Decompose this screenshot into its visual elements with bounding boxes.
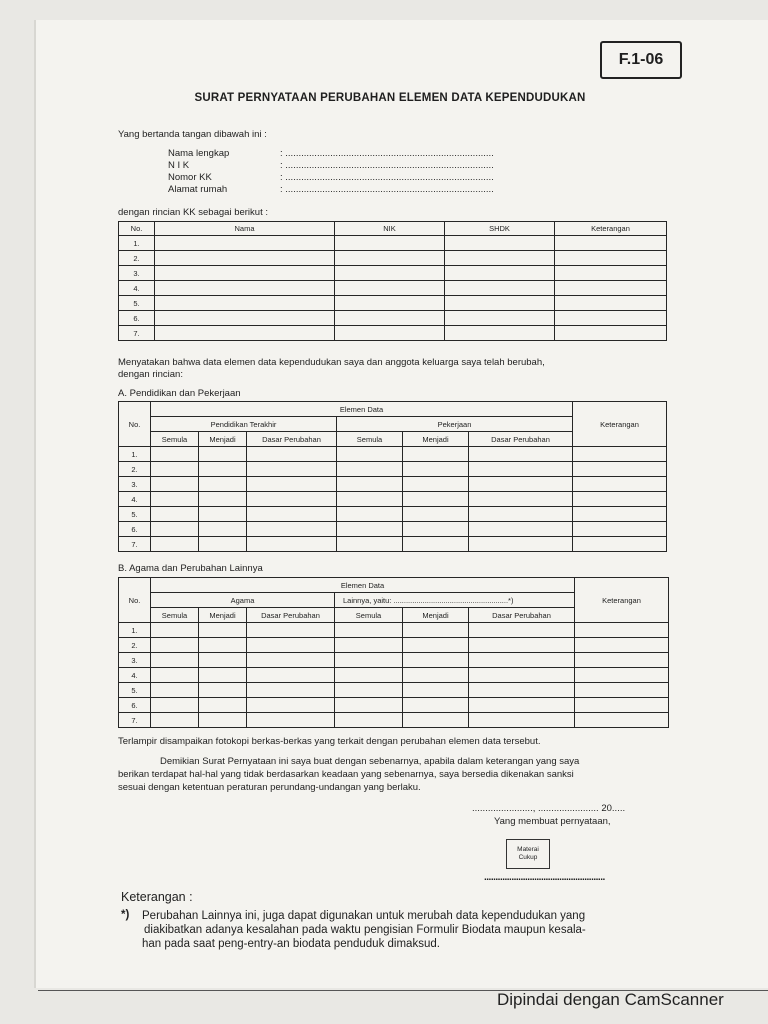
cell[interactable]: [199, 522, 247, 537]
cell[interactable]: [469, 447, 573, 462]
cell[interactable]: [335, 623, 403, 638]
cell[interactable]: [469, 477, 573, 492]
cell[interactable]: [445, 326, 555, 341]
cell[interactable]: [555, 281, 667, 296]
row-number: 2.: [119, 638, 151, 653]
cell[interactable]: [555, 311, 667, 326]
cell[interactable]: [151, 653, 199, 668]
cell[interactable]: [199, 638, 247, 653]
cell[interactable]: [555, 266, 667, 281]
cell[interactable]: [151, 537, 199, 552]
cell[interactable]: [199, 668, 247, 683]
cell[interactable]: [199, 653, 247, 668]
cell[interactable]: [247, 653, 335, 668]
cell[interactable]: [199, 447, 247, 462]
cell[interactable]: [403, 507, 469, 522]
col-semula: Semula: [337, 432, 403, 447]
cell[interactable]: [335, 266, 445, 281]
cell[interactable]: [335, 698, 403, 713]
keterangan-line-3: han pada saat peng-entry-an biodata penduduk dimaksud.: [142, 938, 440, 950]
cell[interactable]: [247, 537, 337, 552]
section-b-col-no: No.: [119, 578, 151, 623]
cell[interactable]: [155, 281, 335, 296]
cell[interactable]: [199, 462, 247, 477]
field-value-alamat: : ...............................................................................: [280, 184, 494, 195]
cell[interactable]: [155, 251, 335, 266]
cell[interactable]: [575, 713, 669, 728]
cell[interactable]: [403, 638, 469, 653]
cell[interactable]: [403, 477, 469, 492]
cell[interactable]: [337, 492, 403, 507]
cell[interactable]: [469, 653, 575, 668]
attachment-note: Terlampir disampaikan fotokopi berkas-berkas yang terkait dengan perubahan elemen data tersebut.: [118, 736, 541, 747]
cell[interactable]: [575, 683, 669, 698]
cell[interactable]: [337, 537, 403, 552]
cell[interactable]: [155, 311, 335, 326]
col-semula: Semula: [335, 608, 403, 623]
section-a-table: [118, 401, 667, 552]
section-b-sub-lainnya: Lainnya, yaitu: .......................................................*): [335, 593, 575, 608]
cell[interactable]: [247, 507, 337, 522]
kk-table: [118, 221, 667, 341]
cell[interactable]: [247, 698, 335, 713]
cell[interactable]: [151, 477, 199, 492]
table-row: [119, 296, 667, 311]
cell[interactable]: [403, 698, 469, 713]
cell[interactable]: [445, 251, 555, 266]
cell[interactable]: [151, 623, 199, 638]
table-row: [119, 266, 667, 281]
col-semula: Semula: [151, 432, 199, 447]
table-row: [119, 462, 667, 477]
scanner-watermark: Dipindai dengan CamScanner: [497, 990, 724, 1009]
field-label-alamat: Alamat rumah: [168, 184, 228, 195]
cell[interactable]: [555, 326, 667, 341]
cell[interactable]: [403, 713, 469, 728]
row-number: 7.: [119, 537, 151, 552]
cell[interactable]: [469, 623, 575, 638]
paper-edge: [34, 20, 36, 988]
kk-intro-text: dengan rincian KK sebagai berikut :: [118, 207, 268, 218]
declaration-line-2: berikan terdapat hal-hal yang tidak berdasarkan keadaan yang sebenarnya, saya bersedia dikenakan sanksi: [118, 769, 574, 780]
cell[interactable]: [403, 668, 469, 683]
table-row: [119, 281, 667, 296]
field-label-nik: N I K: [168, 160, 190, 171]
cell[interactable]: [151, 638, 199, 653]
field-label-nama: Nama lengkap: [168, 148, 230, 159]
cell[interactable]: [403, 522, 469, 537]
intro-text: Yang bertanda tangan dibawah ini :: [118, 129, 267, 140]
cell[interactable]: [247, 713, 335, 728]
cell[interactable]: [445, 266, 555, 281]
col-dasar-perubahan: Dasar Perubahan: [469, 608, 575, 623]
kk-col-nama: Nama: [155, 222, 335, 236]
table-row: [119, 698, 669, 713]
cell[interactable]: [445, 296, 555, 311]
cell[interactable]: [575, 668, 669, 683]
cell[interactable]: [335, 296, 445, 311]
row-number: 7.: [119, 326, 155, 341]
cell[interactable]: [335, 668, 403, 683]
cell[interactable]: [155, 296, 335, 311]
signature-name-line: .....................................................: [484, 872, 605, 883]
cell[interactable]: [247, 447, 337, 462]
section-a-col-keterangan: Keterangan: [573, 402, 667, 447]
materai-label-cukup: Cukup: [518, 854, 538, 861]
cell[interactable]: [573, 492, 667, 507]
table-row: [119, 668, 669, 683]
col-dasar-perubahan: Dasar Perubahan: [469, 432, 573, 447]
row-number: 7.: [119, 713, 151, 728]
row-number: 5.: [119, 507, 151, 522]
cell[interactable]: [337, 447, 403, 462]
row-number: 4.: [119, 492, 151, 507]
col-menjadi: Menjadi: [403, 432, 469, 447]
cell[interactable]: [469, 683, 575, 698]
materai-label: Materai: [517, 846, 539, 853]
cell[interactable]: [575, 638, 669, 653]
keterangan-title: Keterangan :: [121, 890, 193, 904]
table-row: [119, 507, 667, 522]
cell[interactable]: [247, 522, 337, 537]
col-dasar-perubahan: Dasar Perubahan: [247, 608, 335, 623]
table-row: [119, 251, 667, 266]
field-value-nomor-kk: : ...............................................................................: [280, 172, 494, 183]
cell[interactable]: [335, 638, 403, 653]
statement-line-2: dengan rincian:: [118, 369, 183, 380]
cell[interactable]: [469, 668, 575, 683]
row-number: 3.: [119, 477, 151, 492]
cell[interactable]: [337, 522, 403, 537]
cell[interactable]: [151, 447, 199, 462]
cell[interactable]: [573, 507, 667, 522]
cell[interactable]: [469, 638, 575, 653]
table-row: [119, 311, 667, 326]
kk-col-shdk: SHDK: [445, 222, 555, 236]
table-row: [119, 623, 669, 638]
cell[interactable]: [403, 462, 469, 477]
cell[interactable]: [155, 326, 335, 341]
row-number: 4.: [119, 281, 155, 296]
cell[interactable]: [247, 492, 337, 507]
row-number: 4.: [119, 668, 151, 683]
section-a-col-elemen-data: Elemen Data: [151, 402, 573, 417]
row-number: 2.: [119, 251, 155, 266]
kk-col-nik: NIK: [335, 222, 445, 236]
col-semula: Semula: [151, 608, 199, 623]
form-code-box: F.1-06: [600, 41, 682, 79]
statement-line-1: Menyatakan bahwa data elemen data kependudukan saya dan anggota keluarga saya telah berubah,: [118, 357, 545, 368]
cell[interactable]: [247, 683, 335, 698]
cell[interactable]: [469, 492, 573, 507]
cell[interactable]: [199, 623, 247, 638]
table-row: [119, 447, 667, 462]
section-b-table: [118, 577, 669, 728]
cell[interactable]: [335, 653, 403, 668]
materai-stamp-box: [506, 839, 550, 869]
section-b-sub-agama: Agama: [151, 593, 335, 608]
field-label-nomor-kk: Nomor KK: [168, 172, 212, 183]
signer-label: Yang membuat pernyataan,: [494, 816, 611, 827]
cell[interactable]: [151, 713, 199, 728]
section-b-title: B. Agama dan Perubahan Lainnya: [118, 563, 263, 574]
section-b-col-keterangan: Keterangan: [575, 578, 669, 623]
section-a-sub-pekerjaan: Pekerjaan: [337, 417, 573, 432]
cell[interactable]: [403, 683, 469, 698]
cell[interactable]: [445, 311, 555, 326]
table-row: [119, 522, 667, 537]
cell[interactable]: [337, 507, 403, 522]
document-title: SURAT PERNYATAAN PERUBAHAN ELEMEN DATA KEPENDUDUKAN: [194, 92, 586, 104]
table-row: [119, 683, 669, 698]
cell[interactable]: [403, 623, 469, 638]
section-a-col-no: No.: [119, 402, 151, 447]
cell[interactable]: [247, 623, 335, 638]
kk-col-keterangan: Keterangan: [555, 222, 667, 236]
row-number: 6.: [119, 311, 155, 326]
cell[interactable]: [335, 281, 445, 296]
cell[interactable]: [445, 281, 555, 296]
cell[interactable]: [335, 713, 403, 728]
declaration-line-3: sesuai dengan ketentuan peraturan perundang-undangan yang berlaku.: [118, 782, 421, 793]
field-value-nik: : ...............................................................................: [280, 160, 494, 171]
place-date-line: ......................., ....................... 20.....: [472, 803, 626, 814]
cell[interactable]: [403, 492, 469, 507]
col-menjadi: Menjadi: [199, 608, 247, 623]
row-number: 1.: [119, 447, 151, 462]
cell[interactable]: [247, 668, 335, 683]
cell[interactable]: [335, 251, 445, 266]
table-row: [119, 477, 667, 492]
cell[interactable]: [335, 326, 445, 341]
section-a-title: A. Pendidikan dan Pekerjaan: [118, 388, 241, 399]
cell[interactable]: [445, 236, 555, 251]
table-row: [119, 638, 669, 653]
row-number: 3.: [119, 653, 151, 668]
cell[interactable]: [199, 477, 247, 492]
cell[interactable]: [199, 507, 247, 522]
cell[interactable]: [151, 668, 199, 683]
cell[interactable]: [575, 623, 669, 638]
kk-table-header: [119, 222, 667, 236]
cell[interactable]: [555, 296, 667, 311]
cell[interactable]: [337, 462, 403, 477]
keterangan-body: [142, 909, 672, 951]
cell[interactable]: [199, 683, 247, 698]
col-menjadi: Menjadi: [403, 608, 469, 623]
cell[interactable]: [555, 236, 667, 251]
row-number: 3.: [119, 266, 155, 281]
col-menjadi: Menjadi: [199, 432, 247, 447]
cell[interactable]: [247, 477, 337, 492]
cell[interactable]: [335, 311, 445, 326]
cell[interactable]: [469, 698, 575, 713]
cell[interactable]: [199, 492, 247, 507]
cell[interactable]: [199, 537, 247, 552]
cell[interactable]: [151, 492, 199, 507]
table-row: [119, 236, 667, 251]
table-row: [119, 653, 669, 668]
section-a-sub-pendidikan: Pendidikan Terakhir: [151, 417, 337, 432]
cell[interactable]: [151, 522, 199, 537]
cell[interactable]: [335, 683, 403, 698]
row-number: 1.: [119, 236, 155, 251]
cell[interactable]: [335, 236, 445, 251]
cell[interactable]: [573, 447, 667, 462]
cell[interactable]: [155, 236, 335, 251]
row-number: 5.: [119, 683, 151, 698]
row-number: 2.: [119, 462, 151, 477]
cell[interactable]: [573, 462, 667, 477]
cell[interactable]: [555, 251, 667, 266]
cell[interactable]: [403, 537, 469, 552]
cell[interactable]: [247, 638, 335, 653]
cell[interactable]: [469, 507, 573, 522]
cell[interactable]: [151, 698, 199, 713]
table-row: [119, 492, 667, 507]
row-number: 6.: [119, 522, 151, 537]
keterangan-line-2: diakibatkan adanya kesalahan pada waktu pengisian Formulir Biodata maupun kesala-: [144, 924, 586, 936]
kk-col-no: No.: [119, 222, 155, 236]
cell[interactable]: [573, 537, 667, 552]
table-row: [119, 713, 669, 728]
cell[interactable]: [151, 507, 199, 522]
cell[interactable]: [469, 713, 575, 728]
cell[interactable]: [469, 537, 573, 552]
footnote-mark: *): [121, 909, 130, 921]
keterangan-line-1: Perubahan Lainnya ini, juga dapat digunakan untuk merubah data kependudukan yang: [142, 910, 586, 922]
field-value-nama: : ...............................................................................: [280, 148, 494, 159]
cell[interactable]: [573, 522, 667, 537]
table-row: [119, 326, 667, 341]
cell[interactable]: [403, 653, 469, 668]
cell[interactable]: [403, 447, 469, 462]
section-b-col-elemen-data: Elemen Data: [151, 578, 575, 593]
cell[interactable]: [151, 462, 199, 477]
cell[interactable]: [155, 266, 335, 281]
declaration-line-1: Demikian Surat Pernyataan ini saya buat dengan sebenarnya, apabila dalam keterangan yang saya: [160, 756, 580, 767]
col-dasar-perubahan: Dasar Perubahan: [247, 432, 337, 447]
cell[interactable]: [575, 698, 669, 713]
cell[interactable]: [151, 683, 199, 698]
cell[interactable]: [337, 477, 403, 492]
row-number: 6.: [119, 698, 151, 713]
row-number: 5.: [119, 296, 155, 311]
cell[interactable]: [575, 653, 669, 668]
cell[interactable]: [573, 477, 667, 492]
table-row: [119, 537, 667, 552]
row-number: 1.: [119, 623, 151, 638]
cell[interactable]: [469, 462, 573, 477]
cell[interactable]: [247, 462, 337, 477]
cell[interactable]: [199, 713, 247, 728]
cell[interactable]: [469, 522, 573, 537]
cell[interactable]: [199, 698, 247, 713]
